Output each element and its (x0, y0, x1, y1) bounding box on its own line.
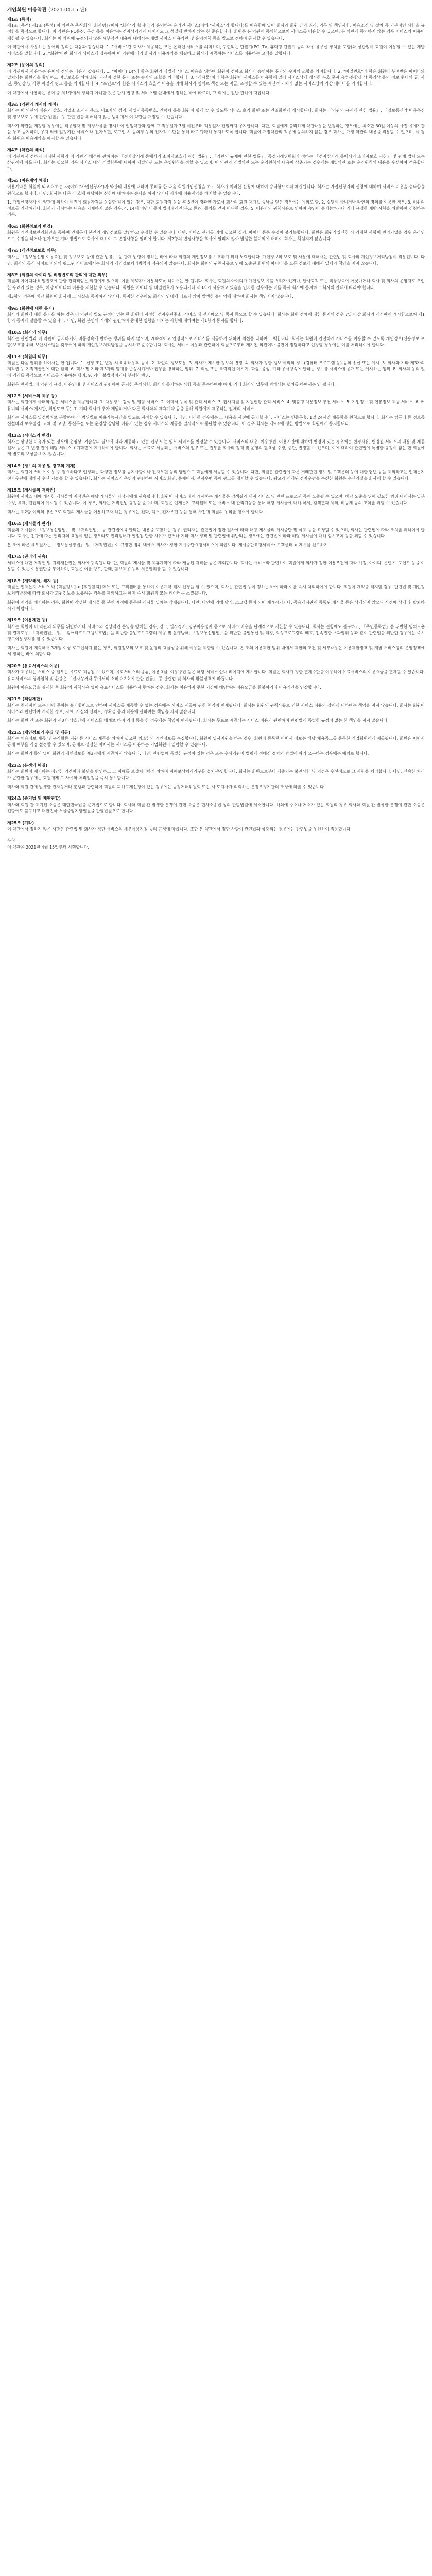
terms-article (7, 554, 425, 573)
addendum-heading: 부칙 (7, 838, 15, 843)
article-paragraph: 회사가 제공하는 서비스 중 일부는 유료로 제공될 수 있으며, 유료서비스의 종류, 이용요금, 이용방법 등은 해당 서비스 안내 페이지에 게시합니다. 회원은 회사가 정한 결제수단을 이용하여 유료서비스의 이용요금을 결제할 수 있습니다. 유료서비스의 청약철회 및 환불은 「전자상거래 등에서의 소비자보호에 관한 법률」 등 관련법 및 회사의 환불정책에 따릅니다. (7, 670, 425, 681)
terms-article (7, 62, 425, 96)
article-heading: 제3조 (약관의 게시와 개정) (7, 102, 58, 107)
article-heading: 제16조 (게시물의 관리) (7, 521, 51, 526)
article-heading: 제18조 (계약해제, 해지 등) (7, 578, 59, 583)
article-paragraph: 회사는 회원이 제기하는 정당한 의견이나 불만을 반영하고 그 피해를 보상처리하기 위하여 피해보상처리기구를 설치·운영합니다. 회사는 회원으로부터 제출되는 불만사항 및 의견은 우선적으로 그 사항을 처리합니다. 다만, 신속한 처리가 곤란한 경우에는 회원에게 그 사유와 처리일정을 즉시 통보합니다. (7, 769, 425, 781)
terms-article (7, 248, 425, 267)
article-paragraph: 회원은 언제든지 서비스 내 [회원정보] > [회원탈퇴] 메뉴 또는 고객센터를 통하여 이용계약 해지 신청을 할 수 있으며, 회사는 관련법 등이 정하는 바에 따라 이를 즉시 처리하여야 합니다. 회원이 계약을 해지할 경우, 관련법 및 개인정보처리방침에 따라 회사가 회원정보를 보유하는 경우를 제외하고는 해지 즉시 회원의 모든 데이터는 소멸됩니다. (7, 585, 425, 596)
terms-article (7, 795, 425, 815)
article-heading: 제11조 (회원의 의무) (7, 354, 48, 359)
article-heading: 제9조 (회원에 대한 통지) (7, 306, 54, 311)
article-paragraph: 회원은 관계법, 이 약관의 규정, 이용안내 및 서비스와 관련하여 공지한 주의사항, 회사가 통지하는 사항 등을 준수하여야 하며, 기타 회사의 업무에 방해되는 행위를 하여서는 안 됩니다. (7, 382, 336, 387)
article-heading: 제8조 (회원의 아이디 및 비밀번호의 관리에 대한 의무) (7, 273, 108, 278)
terms-article (7, 354, 425, 388)
terms-article (7, 487, 425, 515)
terms-article (7, 521, 425, 549)
article-paragraph: 본 조에 따른 세부절차는 「정보통신망법」 및 「저작권법」이 규정한 범위 내에서 회사가 정한 게시중단요청서비스에 따릅니다. 게시중단요청서비스: 고객센터 > 게시물 신고하기 (7, 543, 328, 548)
document-title-text: 개인회원 이용약관 (7, 7, 47, 13)
addendum-text: 이 약관은 2021년 4월 15일부터 시행합니다. (7, 844, 90, 850)
article-paragraph: 서비스에 대한 저작권 및 지적재산권은 회사에 귀속됩니다. 단, 회원의 게시물 및 제휴계약에 따라 제공된 저작물 등은 제외합니다. 회사는 서비스와 관련하여 회원에게 회사가 정한 이용조건에 따라 계정, 아이디, 콘텐츠, 포인트 등을 이용할 수 있는 이용권만을 부여하며, 회원은 이를 양도, 판매, 담보제공 등의 처분행위를 할 수 없습니다. (7, 561, 425, 572)
article-paragraph: 회사는 제2항 이외의 방법으로 회원의 게시물을 이용하고자 하는 경우에는 전화, 팩스, 전자우편 등을 통해 사전에 회원의 동의를 얻어야 합니다. (7, 509, 264, 514)
article-heading: 제21조 (책임제한) (7, 697, 42, 702)
article-paragraph: 회사는 회원에게 아래와 같은 서비스를 제공합니다. 1. 채용정보 검색 및 열람 서비스. 2. 이력서 등록 및 관리 서비스. 3. 입사지원 및 지원현황 관리 서비스. 4. 맞춤형 채용정보 추천 서비스. 5. 기업정보 및 연봉정보 제공 서비스. 6. 커뮤니티 서비스(게시판, 취업토크 등). 7. 기타 회사가 추가 개발하거나 다른 회사와의 제휴계약 등을 통해 회원에게 제공하는 일체의 서비스. (7, 400, 425, 411)
article-heading: 제15조 (게시물의 저작권) (7, 488, 56, 493)
terms-article (7, 330, 425, 349)
article-heading: 제13조 (서비스의 변경) (7, 433, 51, 438)
article-heading: 제24조 (준거법 및 재판관할) (7, 796, 61, 801)
article-paragraph: 제1조 (목적) 제1조 (목적) 이 약관은 주식회사 [회사명] (이하 "회사"라 합니다)가 운영하는 온라인 서비스(이하 "서비스"라 합니다)를 이용함에 있어 회사와 회원 간의 권리, 의무 및 책임사항, 이용조건 및 절차 등 기본적인 사항을 규정함을 목적으로 합니다. 이 약관은 PC통신, 무선 등을 이용하는 전자상거래에 대해서도 그 성질에 반하지 않는 한 준용합니다. 회원은 본 약관에 동의함으로써 서비스를 이용할 수 있으며, 본 약관에 동의하지 않는 경우 서비스의 이용이 제한될 수 있습니다. 회사는 이 약관에 규정되지 않은 세부적인 내용에 대해서는 개별 서비스 이용약관 및 운영정책 등을 별도로 정하여 공지할 수 있습니다. (7, 23, 425, 41)
article-paragraph: 이 약관에서 사용하는 용어 중 제1항에서 정하지 아니한 것은 관계 법령 및 서비스별 안내에서 정하는 바에 따르며, 그 외에는 일반 관례에 따릅니다. (7, 90, 271, 95)
article-heading: 제10조 (회사의 의무) (7, 330, 48, 335)
terms-article (7, 101, 425, 142)
terms-article (7, 306, 425, 325)
article-heading: 제7조 (개인정보보호 의무) (7, 248, 57, 253)
article-paragraph: 회원이 서비스 내에 게시한 게시물의 저작권은 해당 게시물의 저작자에게 귀속됩니다. 회원이 서비스 내에 게시하는 게시물은 검색결과 내지 서비스 및 관련 프로모션 등에 노출될 수 있으며, 해당 노출을 위해 필요한 범위 내에서는 일부 수정, 복제, 편집되어 게시될 수 있습니다. 이 경우, 회사는 저작권법 규정을 준수하며, 회원은 언제든지 고객센터 또는 서비스 내 관리기능을 통해 해당 게시물에 대해 삭제, 검색결과 제외, 비공개 등의 조치를 취할 수 있습니다. (7, 494, 425, 505)
article-paragraph: 회사는 이 약관의 내용과 상호, 영업소 소재지 주소, 대표자의 성명, 사업자등록번호, 연락처 등을 회원이 쉽게 알 수 있도록 서비스 초기 화면 또는 연결화면에 게시합니다. 회사는 「약관의 규제에 관한 법률」, 「정보통신망 이용촉진 및 정보보호 등에 관한 법률」 등 관련 법을 위배하지 않는 범위에서 이 약관을 개정할 수 있습니다. (7, 108, 425, 120)
terms-article (7, 463, 425, 482)
article-paragraph: 제3항의 경우에 해당 회원이 회사에 그 사실을 통지하지 않거나, 통지한 경우에도 회사의 안내에 따르지 않아 발생한 불이익에 대하여 회사는 책임지지 않습니다. (7, 294, 293, 299)
article-paragraph: 회원이 이용요금을 결제한 후 회원의 귀책사유 없이 유료서비스를 이용하지 못하는 경우, 회사는 이용하지 못한 기간에 해당하는 이용요금을 환불하거나 이용기간을 연장합니다. (7, 685, 321, 690)
article-heading: 제23조 (분쟁의 해결) (7, 763, 48, 768)
article-paragraph: 회사는 천재지변 또는 이에 준하는 불가항력으로 인하여 서비스를 제공할 수 없는 경우에는 서비스 제공에 관한 책임이 면제됩니다. 회사는 회원의 귀책사유로 인한 서비스 이용의 장애에 대하여는 책임을 지지 않습니다. 회사는 회원이 서비스와 관련하여 게재한 정보, 자료, 사실의 신뢰도, 정확성 등의 내용에 관하여는 책임을 지지 않습니다. (7, 703, 425, 714)
article-heading: 제12조 (서비스의 제공 등) (7, 394, 57, 399)
article-paragraph: 회원의 게시물이 「정보통신망법」 및 「저작권법」 등 관련법에 위반되는 내용을 포함하는 경우, 권리자는 관련법이 정한 절차에 따라 해당 게시물의 게시중단 및 삭제 등을 요청할 수 있으며, 회사는 관련법에 따라 조치를 취하여야 합니다. 회사는 전항에 따른 권리자의 요청이 없는 경우라도 권리침해가 인정될 만한 사유가 있거나 기타 회사 정책 및 관련법에 위반되는 경우에는 관련법에 따라 해당 게시물에 대해 임시조치 등을 취할 수 있습니다. (7, 527, 425, 538)
terms-article (7, 762, 425, 790)
article-paragraph: 회원이 계약을 해지하는 경우, 회원이 작성한 게시물 중 본인 계정에 등록된 게시물 일체는 삭제됩니다. 다만, 타인에 의해 담기, 스크랩 등이 되어 재게시되거나, 공용게시판에 등록된 게시물 등은 삭제되지 않으니 사전에 삭제 후 탈퇴하시기 바랍니다. (7, 600, 425, 611)
article-paragraph: 회사는 서비스를 일정범위로 분할하여 각 범위별로 이용가능시간을 별도로 지정할 수 있습니다. 다만, 이러한 경우에는 그 내용을 사전에 공지합니다. 서비스는 연중무휴, 1일 24시간 제공함을 원칙으로 합니다. 회사는 컴퓨터 등 정보통신설비의 보수점검, 교체 및 고장, 통신두절 또는 운영상 상당한 이유가 있는 경우 서비스의 제공을 일시적으로 중단할 수 있습니다. 이 경우 회사는 제9조에 정한 방법으로 회원에게 통지합니다. (7, 415, 425, 427)
terms-sections (7, 16, 425, 833)
article-heading: 제4조 (약관의 해석) (7, 147, 45, 152)
terms-article (7, 272, 425, 300)
terms-article (7, 578, 425, 612)
article-paragraph: 이 약관에서 사용하는 용어의 정의는 다음과 같습니다. 1. "아이디(ID)"라 함은 회원의 식별과 서비스 이용을 위하여 회원이 정하고 회사가 승인하는 문자와 숫자의 조합을 의미합니다. 2. "비밀번호"라 함은 회원이 부여받은 아이디와 일치되는 회원임을 확인하고 비밀보호를 위해 회원 자신이 정한 문자 또는 숫자의 조합을 의미합니다. 3. "게시물"이라 함은 회원이 서비스를 이용함에 있어 서비스상에 게시한 부호·문자·음성·음향·화상·동영상 등의 정보 형태의 글, 사진, 동영상 및 각종 파일과 링크 등을 의미합니다. 4. "포인트"라 함은 서비스의 효율적 이용을 위해 회사가 임의로 책정 또는 지급, 조정할 수 있는 재산적 가치가 없는 서비스상의 가상 데이터를 의미합니다. (7, 69, 425, 87)
article-paragraph: 이 약관에서 정하지 않은 사항은 관련법 및 회사가 정한 서비스의 세부이용지침 등의 규정에 따릅니다. 또한 본 약관에서 정한 사항이 관련법과 상충되는 경우에는 관련법을 우선하여 적용합니다. (7, 826, 352, 832)
article-heading: 제14조 (정보의 제공 및 광고의 게재) (7, 464, 76, 469)
article-heading: 제6조 (회원정보의 변경) (7, 224, 53, 229)
article-heading: 제25조 (기타) (7, 820, 34, 825)
article-paragraph: 회사는 관련법과 이 약관이 금지하거나 미풍양속에 반하는 행위를 하지 않으며, 계속적이고 안정적으로 서비스를 제공하기 위하여 최선을 다하여 노력합니다. 회사는 회원이 안전하게 서비스를 이용할 수 있도록 개인정보(신용정보 포함)보호를 위해 보안시스템을 갖추어야 하며 개인정보처리방침을 공시하고 준수합니다. 회사는 서비스 이용과 관련하여 회원으로부터 제기된 의견이나 불만이 정당하다고 인정할 경우에는 이를 처리하여야 합니다. (7, 336, 425, 348)
document-effective-date: (2021.04.15 판) (48, 7, 87, 13)
article-paragraph: 회사가 회원에 대한 통지를 하는 경우 이 약관에 별도 규정이 없는 한 회원이 지정한 전자우편주소, 서비스 내 전자메모 및 쪽지 등으로 할 수 있습니다. 회사는 회원 전체에 대한 통지의 경우 7일 이상 회사의 게시판에 게시함으로써 제1항의 통지에 갈음할 수 있습니다. 다만, 회원 본인의 거래와 관련하여 중대한 영향을 미치는 사항에 대하여는 제1항의 통지를 합니다. (7, 312, 425, 323)
article-paragraph: 회사와 회원 간에 발생한 전자상거래 분쟁과 관련하여 회원의 피해구제신청이 있는 경우에는 공정거래위원회 또는 시·도지사가 의뢰하는 분쟁조정기관의 조정에 따를 수 있습니다. (7, 784, 325, 789)
terms-article (7, 147, 425, 173)
article-paragraph: 회사는 회원의 동의 없이 회원의 개인정보를 제3자에게 제공하지 않습니다. 다만, 관련법에 특별한 규정이 있는 경우 또는 수사기관이 법령에 정해진 절차와 방법에 따라 요구하는 경우에는 예외로 합니다. (7, 751, 369, 756)
terms-closing (7, 838, 425, 850)
document-title (7, 7, 425, 13)
article-paragraph: 회사는 회원 간 또는 회원과 제3자 상호간에 서비스를 매개로 하여 거래 등을 한 경우에는 책임이 면제됩니다. 회사는 무료로 제공되는 서비스 이용과 관련하여 관련법에 특별한 규정이 없는 한 책임을 지지 않습니다. (7, 718, 389, 723)
article-paragraph: 회사가 약관을 개정할 경우에는 적용일자 및 개정사유를 명시하여 현행약관과 함께 그 적용일자 7일 이전부터 적용일자 전일까지 공지합니다. 다만, 회원에게 불리하게 약관내용을 변경하는 경우에는 최소한 30일 이상의 사전 유예기간을 두고 공지하며, 공지 외에 일정기간 서비스 내 전자우편, 로그인 시 동의창 등의 전자적 수단을 통해 따로 명확히 통지하도록 합니다. 회원이 개정약관의 적용에 동의하지 않는 경우 회사는 개정 약관의 내용을 적용할 수 없으며, 이 경우 회원은 이용계약을 해지할 수 있습니다. (7, 123, 425, 141)
terms-article (7, 224, 425, 243)
article-heading: 제2조 (용어의 정의) (7, 62, 45, 67)
article-paragraph: 이용계약은 회원이 되고자 하는 자(이하 "가입신청자")가 약관의 내용에 대하여 동의를 한 다음 회원가입신청을 하고 회사가 이러한 신청에 대하여 승낙함으로써 체결됩니다. 회사는 가입신청자의 신청에 대하여 서비스 이용을 승낙함을 원칙으로 합니다. 다만, 회사는 다음 각 호에 해당하는 신청에 대하여는 승낙을 하지 않거나 사후에 이용계약을 해지할 수 있습니다. (7, 184, 425, 196)
article-paragraph: 이 약관에서 정하지 아니한 사항과 이 약관의 해석에 관하여는 「전자상거래 등에서의 소비자보호에 관한 법률」, 「약관의 규제에 관한 법률」, 공정거래위원회가 정하는 「전자상거래 등에서의 소비자보호 지침」 및 관계 법령 또는 상관례에 따릅니다. 회사는 필요한 경우 서비스 내의 개별항목에 대하여 개별약관 또는 운영원칙을 정할 수 있으며, 이 약관과 개별약관 또는 운영원칙의 내용이 상충되는 경우에는 개별약관 또는 운영원칙의 내용을 우선하여 적용합니다. (7, 154, 425, 172)
article-paragraph: 회원은 다음 행위를 하여서는 안 됩니다. 1. 신청 또는 변경 시 허위내용의 등록. 2. 타인의 정보도용. 3. 회사가 게시한 정보의 변경. 4. 회사가 정한 정보 이외의 정보(컴퓨터 프로그램 등) 등의 송신 또는 게시. 5. 회사와 기타 제3자의 저작권 등 지적재산권에 대한 침해. 6. 회사 및 기타 제3자의 명예를 손상시키거나 업무를 방해하는 행위. 7. 외설 또는 폭력적인 메시지, 화상, 음성, 기타 공서양속에 반하는 정보를 서비스에 공개 또는 게시하는 행위. 8. 회사의 동의 없이 영리를 목적으로 서비스를 사용하는 행위. 9. 기타 불법적이거나 부당한 행위. (7, 360, 425, 378)
article-paragraph: 이 약관에서 사용하는 용어의 정의는 다음과 같습니다. 1. "서비스"란 회사가 제공하는 모든 온라인 서비스를 의미하며, 구현되는 단말기(PC, TV, 휴대형 단말기 등의 각종 유무선 장치를 포함)와 상관없이 회원이 이용할 수 있는 제반 서비스를 말합니다. 2. "회원"이란 회사의 서비스에 접속하여 이 약관에 따라 회사와 이용계약을 체결하고 회사가 제공하는 서비스를 이용하는 고객을 말합니다. (7, 44, 425, 56)
article-heading: 제17조 (권리의 귀속) (7, 554, 48, 559)
article-paragraph: 회원의 아이디와 비밀번호에 관한 관리책임은 회원에게 있으며, 이를 제3자가 이용하도록 하여서는 안 됩니다. 회사는 회원의 아이디가 개인정보 유출 우려가 있거나, 반사회적 또는 미풍양속에 어긋나거나 회사 및 회사의 운영자로 오인한 우려가 있는 경우, 해당 아이디의 이용을 제한할 수 있습니다. 회원은 아이디 및 비밀번호가 도용되거나 제3자가 사용하고 있음을 인지한 경우에는 이를 즉시 회사에 통지하고 회사의 안내에 따라야 합니다. (7, 279, 425, 290)
terms-article (7, 730, 425, 757)
article-heading: 제22조 (개인정보의 수집 및 제공) (7, 730, 71, 735)
article-paragraph: 회사는 회원이 서비스 이용 중 필요하다고 인정되는 다양한 정보를 공지사항이나 전자우편 등의 방법으로 회원에게 제공할 수 있습니다. 다만, 회원은 관련법에 따른 거래관련 정보 및 고객문의 등에 대한 답변 등을 제외하고는 언제든지 전자우편에 대해서 수신 거절을 할 수 있습니다. 회사는 서비스의 운영과 관련하여 서비스 화면, 홈페이지, 전자우편 등에 광고를 게재할 수 있습니다. 광고가 게재된 전자우편을 수신한 회원은 수신거절을 회사에 할 수 있습니다. (7, 470, 425, 481)
terms-article (7, 696, 425, 724)
terms-article (7, 617, 425, 657)
terms-article (7, 433, 425, 458)
terms-article (7, 16, 425, 57)
terms-article (7, 820, 425, 833)
article-heading: 제1조 (목적) (7, 17, 31, 22)
article-paragraph: 회사는 회원이 이 약관의 의무를 위반하거나 서비스의 정상적인 운영을 방해한 경우, 경고, 일시정지, 영구이용정지 등으로 서비스 이용을 단계적으로 제한할 수 있습니다. 회사는 전항에도 불구하고, 「주민등록법」을 위반한 명의도용 및 결제도용, 「저작권법」 및 「컴퓨터프로그램보호법」을 위반한 불법프로그램의 제공 및 운영방해, 「정보통신망법」을 위반한 불법통신 및 해킹, 악성프로그램의 배포, 접속권한 초과행위 등과 같이 관련법을 위반한 경우에는 즉시 영구이용정지를 할 수 있습니다. (7, 624, 425, 642)
article-paragraph: 회사는 채용정보 제공 및 구직활동 지원 등 서비스 제공을 위하여 필요한 최소한의 개인정보를 수집합니다. 회원이 입사지원을 하는 경우, 회원이 등록한 이력서 정보는 해당 채용공고를 등록한 기업회원에게 제공됩니다. 회원은 이력서 공개 여부를 직접 설정할 수 있으며, 공개로 설정한 이력서는 서비스를 이용하는 기업회원이 열람할 수 있습니다. (7, 736, 425, 748)
article-heading: 제19조 (이용제한 등) (7, 618, 48, 623)
article-paragraph: 1. 가입신청자가 이 약관에 의하여 이전에 회원자격을 상실한 적이 있는 경우, 다만 회원자격 상실 후 3년이 경과한 자로서 회사의 회원 재가입 승낙을 얻은 경우에는 예외로 함. 2. 실명이 아니거나 타인의 명의를 이용한 경우. 3. 허위의 정보를 기재하거나, 회사가 제시하는 내용을 기재하지 않은 경우. 4. 14세 미만 아동이 법정대리인(부모 등)의 동의를 얻지 아니한 경우. 5. 이용자의 귀책사유로 인하여 승인이 불가능하거나 기타 규정한 제반 사항을 위반하며 신청하는 경우. (7, 199, 425, 217)
article-paragraph: 회원은 개인정보관리화면을 통하여 언제든지 본인의 개인정보를 열람하고 수정할 수 있습니다. 다만, 서비스 관리를 위해 필요한 실명, 아이디 등은 수정이 불가능합니다. 회원은 회원가입신청 시 기재한 사항이 변경되었을 경우 온라인으로 수정을 하거나 전자우편 기타 방법으로 회사에 대하여 그 변경사항을 알려야 합니다. 제2항의 변경사항을 회사에 알리지 않아 발생한 불이익에 대하여 회사는 책임지지 않습니다. (7, 230, 425, 242)
article-paragraph: 회사와 회원 간 제기된 소송은 대한민국법을 준거법으로 합니다. 회사와 회원 간 발생한 분쟁에 관한 소송은 민사소송법 상의 관할법원에 제소합니다. 해외에 주소나 거소가 있는 회원의 경우 회사와 회원 간 발생한 분쟁에 관한 소송은 전항에도 불구하고 대한민국 서울중앙지방법원을 관할법원으로 합니다. (7, 802, 425, 814)
terms-article (7, 663, 425, 691)
terms-article (7, 393, 425, 427)
article-heading: 제20조 (유료서비스의 이용) (7, 664, 60, 669)
article-paragraph: 회사는 「정보통신망 이용촉진 및 정보보호 등에 관한 법률」 등 관계 법령이 정하는 바에 따라 회원의 개인정보를 보호하기 위해 노력합니다. 개인정보의 보호 및 사용에 대해서는 관련법 및 회사의 개인정보처리방침이 적용됩니다. 다만, 회사의 공식 사이트 이외의 링크된 사이트에서는 회사의 개인정보처리방침이 적용되지 않습니다. 회사는 회원의 귀책사유로 인해 노출된 회원의 아이디 등 모든 정보에 대해서 일체의 책임을 지지 않습니다. (7, 255, 425, 266)
article-paragraph: 회사는 상당한 이유가 있는 경우에 운영상, 기술상의 필요에 따라 제공하고 있는 전부 또는 일부 서비스를 변경할 수 있습니다. 서비스의 내용, 이용방법, 이용시간에 대하여 변경이 있는 경우에는 변경사유, 변경될 서비스의 내용 및 제공일자 등은 그 변경 전에 해당 서비스 초기화면에 게시하여야 합니다. 회사는 무료로 제공되는 서비스의 일부 또는 전부를 회사의 정책 및 운영의 필요상 수정, 중단, 변경할 수 있으며, 이에 대하여 관련법에 특별한 규정이 없는 한 회원에게 별도의 보상을 하지 않습니다. (7, 439, 425, 457)
article-heading: 제5조 (이용계약 체결) (7, 178, 49, 183)
terms-article (7, 178, 425, 218)
article-paragraph: 회사는 회원이 계속해서 3개월 이상 로그인하지 않는 경우, 회원정보의 보호 및 운영의 효율성을 위해 이용을 제한할 수 있습니다. 본 조의 이용제한 범위 내에서 제한의 조건 및 세부내용은 이용제한정책 및 개별 서비스상의 운영정책에서 정하는 바에 의합니다. (7, 646, 425, 657)
